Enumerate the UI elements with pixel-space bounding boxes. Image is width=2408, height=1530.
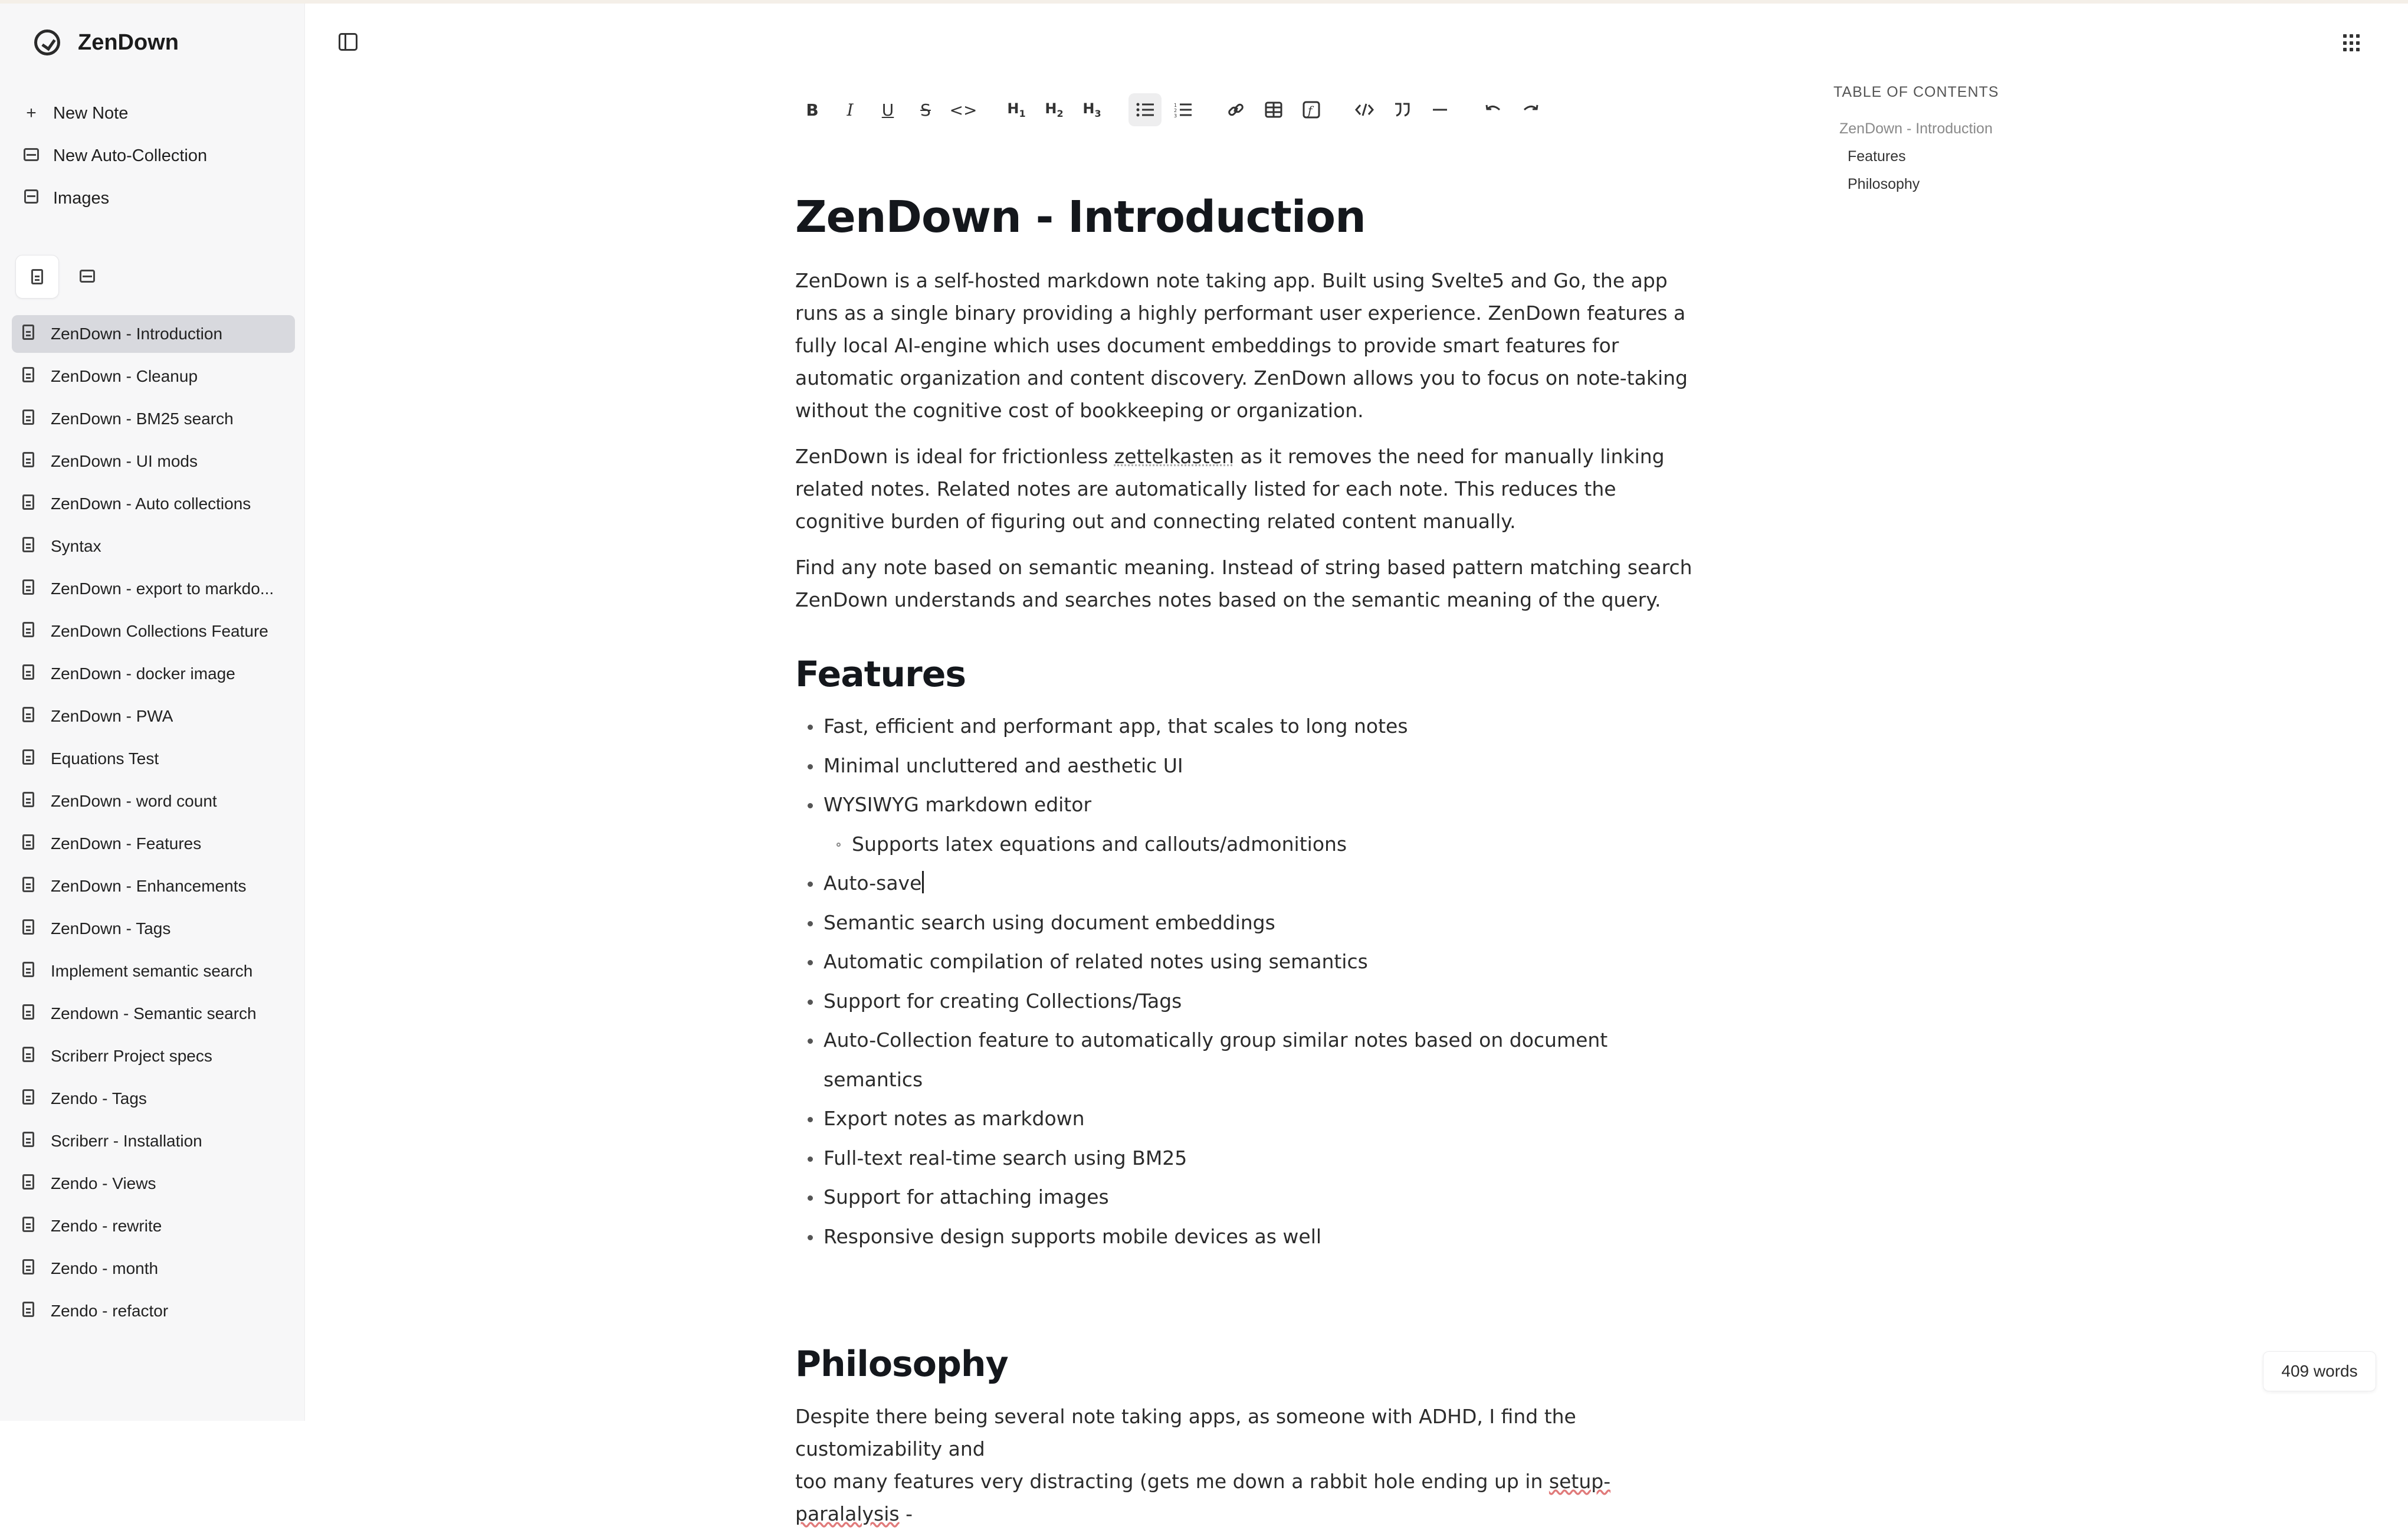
sidebar-note-item[interactable] bbox=[12, 867, 295, 905]
word-count-badge: 409 words bbox=[2263, 1351, 2376, 1391]
note-title: Zendo - refactor bbox=[51, 1302, 169, 1320]
spellcheck-word: setup-paralalysis bbox=[795, 1470, 1611, 1525]
file-icon bbox=[22, 1174, 35, 1194]
underline-icon: U bbox=[881, 100, 894, 120]
toc-item-introduction[interactable]: ZenDown - Introduction bbox=[1839, 120, 1993, 137]
file-icon bbox=[22, 325, 35, 344]
heading-1-button[interactable] bbox=[1000, 93, 1033, 126]
philosophy-heading[interactable]: Philosophy bbox=[795, 1344, 1008, 1385]
link-button[interactable] bbox=[1219, 93, 1252, 126]
note-title: ZenDown - Cleanup bbox=[51, 367, 198, 385]
list-item[interactable]: Support for creating Collections/Tags bbox=[795, 982, 1704, 1021]
sidebar-note-item[interactable] bbox=[12, 1292, 295, 1330]
sidebar-note-item[interactable] bbox=[12, 1122, 295, 1160]
file-icon bbox=[22, 579, 35, 599]
list-item[interactable]: Auto-save bbox=[795, 864, 1704, 903]
file-icon bbox=[22, 494, 35, 514]
note-title: Zendo - Views bbox=[51, 1174, 156, 1192]
paragraph[interactable]: ZenDown is ideal for frictionless zettelkasten as it removes the need for manually linking related notes. Related notes are automatically listed for each note. This reduces the cognitive burden of figuring out and connecting related content manually. bbox=[795, 445, 1665, 533]
sidebar-note-item[interactable] bbox=[12, 995, 295, 1033]
file-icon bbox=[22, 1132, 35, 1151]
file-icon bbox=[22, 452, 35, 471]
sidebar-note-item[interactable] bbox=[12, 697, 295, 735]
toc-title: TABLE OF CONTENTS bbox=[1833, 84, 1999, 100]
heading-2-icon: $H_2$ bbox=[1045, 100, 1064, 119]
file-icon bbox=[22, 707, 35, 726]
sidebar-note-item[interactable] bbox=[12, 443, 295, 480]
file-icon bbox=[22, 367, 35, 386]
file-icon bbox=[22, 1047, 35, 1066]
file-icon bbox=[22, 1302, 35, 1321]
horizontal-rule-icon bbox=[1432, 108, 1448, 112]
inline-code-button[interactable] bbox=[947, 93, 980, 126]
sidebar-note-item[interactable] bbox=[12, 528, 295, 565]
equation-button[interactable] bbox=[1295, 93, 1328, 126]
undo-icon bbox=[1484, 103, 1502, 117]
file-icon bbox=[22, 1217, 35, 1236]
file-icon bbox=[22, 1004, 35, 1024]
list-item[interactable]: Automatic compilation of related notes using semantics bbox=[795, 942, 1704, 982]
sidebar-note-item[interactable] bbox=[12, 1250, 295, 1287]
sidebar-note-item[interactable] bbox=[12, 952, 295, 990]
editor-content[interactable] bbox=[795, 189, 1704, 1530]
paragraph[interactable]: Find any note based on semantic meaning. Instead of string based pattern matching search ZenDown understands and searches notes based on the semantic meaning of the query. bbox=[795, 556, 1692, 611]
tab-notes[interactable] bbox=[15, 255, 59, 299]
app-name: ZenDown bbox=[78, 30, 179, 55]
list-item[interactable]: Minimal uncluttered and aesthetic UI bbox=[795, 746, 1704, 786]
file-icon bbox=[22, 919, 35, 939]
note-title: Zendo - month bbox=[51, 1259, 159, 1277]
bullet-list-icon bbox=[1136, 102, 1154, 117]
note-title: ZenDown Collections Feature bbox=[51, 622, 268, 640]
paragraph[interactable]: Despite there being several note taking apps, as someone with ADHD, I find the customizability and too many features very distracting (gets me down a rabbit hole ending up in setup-paralalysis - bbox=[795, 1405, 1611, 1525]
code-block-button[interactable] bbox=[1348, 93, 1381, 126]
bold-button[interactable] bbox=[796, 93, 829, 126]
sidebar-toggle-icon[interactable] bbox=[339, 33, 357, 51]
strikethrough-button[interactable] bbox=[909, 93, 942, 126]
sidebar bbox=[0, 4, 305, 1421]
tab-collections[interactable] bbox=[66, 255, 109, 297]
table-of-contents bbox=[1833, 84, 2069, 198]
sidebar-note-item[interactable] bbox=[12, 1207, 295, 1245]
quote-icon bbox=[1393, 101, 1411, 118]
list-item[interactable]: Semantic search using document embeddings bbox=[795, 903, 1704, 943]
note-title: ZenDown - word count bbox=[51, 792, 217, 810]
note-title: ZenDown - Auto collections bbox=[51, 494, 251, 513]
note-title: Implement semantic search bbox=[51, 962, 253, 980]
table-icon bbox=[1265, 101, 1282, 118]
table-button[interactable] bbox=[1257, 93, 1290, 126]
sidebar-note-item[interactable] bbox=[12, 782, 295, 820]
editor-toolbar bbox=[796, 93, 1552, 126]
image-icon bbox=[22, 188, 40, 208]
notes-list bbox=[12, 315, 295, 1335]
features-heading[interactable]: Features bbox=[795, 654, 966, 695]
svg-text:f: f bbox=[1308, 103, 1313, 117]
list-item[interactable]: WYSIWYG markdown editor bbox=[795, 785, 1704, 825]
sidebar-note-item[interactable] bbox=[12, 740, 295, 778]
sidebar-note-item[interactable] bbox=[12, 612, 295, 650]
paragraph[interactable]: ZenDown is a self-hosted markdown note taking app. Built using Svelte5 and Go, the app runs as a single binary providing a highly performant user experience. ZenDown features a fully local AI-engine which uses document embeddings to provide smart features for automatic organization and content discovery. ZenDown allows you to focus on note-taking without the cognitive cost of bookkeeping or organization. bbox=[795, 269, 1688, 422]
equation-icon bbox=[1303, 101, 1320, 119]
heading-1-icon: $H_1$ bbox=[1007, 100, 1026, 119]
note-title: ZenDown - Features bbox=[51, 834, 202, 853]
sidebar-note-item[interactable] bbox=[12, 485, 295, 523]
bullet-list-button[interactable] bbox=[1128, 93, 1162, 126]
new-auto-collection-label: New Auto-Collection bbox=[53, 146, 208, 165]
blockquote-button[interactable] bbox=[1386, 93, 1419, 126]
images-label: Images bbox=[53, 188, 110, 208]
italic-button[interactable] bbox=[834, 93, 867, 126]
note-title: ZenDown - docker image bbox=[51, 664, 235, 683]
list-item[interactable]: Fast, efficient and performant app, that scales to long notes bbox=[795, 707, 1704, 746]
ordered-list-button[interactable] bbox=[1166, 93, 1199, 126]
note-title: Zendo - Tags bbox=[51, 1089, 147, 1108]
file-icon bbox=[22, 537, 35, 556]
file-icon bbox=[22, 409, 35, 429]
file-icon bbox=[22, 877, 35, 896]
code-block-icon bbox=[1355, 102, 1374, 117]
strikethrough-icon: S bbox=[920, 100, 931, 120]
nested-list-item[interactable]: Supports latex equations and callouts/admonitions bbox=[795, 825, 1704, 864]
collection-icon bbox=[80, 270, 95, 283]
heading-2-button[interactable] bbox=[1038, 93, 1071, 126]
plus-icon: + bbox=[26, 103, 37, 123]
list-item[interactable]: Support for attaching images bbox=[795, 1178, 1704, 1217]
sidebar-note-item[interactable] bbox=[12, 1080, 295, 1118]
note-title: ZenDown - PWA bbox=[51, 707, 173, 725]
note-title: ZenDown - export to markdo... bbox=[51, 579, 274, 598]
file-icon bbox=[22, 664, 35, 684]
list-item[interactable]: Full-text real-time search using BM25 bbox=[795, 1139, 1704, 1178]
top-border bbox=[0, 0, 2408, 4]
sidebar-note-item[interactable] bbox=[12, 910, 295, 948]
file-icon bbox=[22, 834, 35, 854]
quick-actions bbox=[22, 92, 294, 219]
italic-icon: I bbox=[847, 100, 854, 120]
note-title: ZenDown - Enhancements bbox=[51, 877, 247, 895]
note-title: ZenDown - BM25 search bbox=[51, 409, 234, 428]
list-item[interactable]: Auto-Collection feature to automatically group similar notes based on document semantics bbox=[795, 1021, 1704, 1099]
sidebar-tabs bbox=[15, 255, 116, 299]
note-title: Syntax bbox=[51, 537, 101, 555]
sidebar-note-item[interactable] bbox=[12, 1165, 295, 1203]
undo-button[interactable] bbox=[1477, 93, 1510, 126]
sidebar-note-item[interactable] bbox=[12, 400, 295, 438]
horizontal-rule-button[interactable] bbox=[1423, 93, 1456, 126]
document-title[interactable]: ZenDown - Introduction bbox=[795, 192, 1366, 243]
zettelkasten-link[interactable]: zettelkasten bbox=[1114, 445, 1234, 468]
svg-text:3: 3 bbox=[1174, 113, 1177, 117]
file-icon bbox=[22, 792, 35, 811]
file-icon bbox=[22, 622, 35, 641]
sidebar-note-item[interactable] bbox=[12, 825, 295, 863]
new-auto-collection-button[interactable] bbox=[22, 135, 294, 177]
images-button[interactable] bbox=[22, 177, 294, 219]
ordered-list-icon bbox=[1174, 102, 1192, 117]
svg-text:1: 1 bbox=[1174, 103, 1177, 108]
note-title: ZenDown - UI mods bbox=[51, 452, 198, 470]
note-title: ZenDown - Introduction bbox=[51, 325, 223, 343]
link-icon bbox=[1227, 101, 1245, 119]
file-icon bbox=[22, 1089, 35, 1109]
file-icon bbox=[31, 269, 43, 284]
collection-icon bbox=[22, 146, 40, 166]
new-note-button[interactable] bbox=[22, 92, 294, 135]
list-item[interactable]: Responsive design supports mobile devices as well bbox=[795, 1217, 1704, 1257]
note-title: Scriberr - Installation bbox=[51, 1132, 202, 1150]
underline-button[interactable] bbox=[871, 93, 904, 126]
file-icon bbox=[22, 1259, 35, 1279]
bold-icon: B bbox=[806, 100, 819, 120]
redo-icon bbox=[1522, 103, 1540, 117]
text-cursor bbox=[922, 871, 924, 893]
heading-3-button[interactable] bbox=[1075, 93, 1108, 126]
file-icon bbox=[22, 962, 35, 981]
note-title: Zendo - rewrite bbox=[51, 1217, 162, 1235]
file-icon bbox=[22, 749, 35, 769]
heading-3-icon: $H_3$ bbox=[1082, 100, 1101, 119]
sidebar-note-item[interactable] bbox=[12, 1037, 295, 1075]
code-icon: <> bbox=[949, 100, 977, 120]
features-list[interactable] bbox=[795, 707, 1704, 1256]
note-title: Scriberr Project specs bbox=[51, 1047, 212, 1065]
redo-button[interactable] bbox=[1514, 93, 1547, 126]
toc-item-philosophy[interactable]: Philosophy bbox=[1848, 176, 1920, 192]
zendown-logo-icon bbox=[34, 30, 60, 55]
brand[interactable] bbox=[34, 30, 179, 55]
note-title: ZenDown - Tags bbox=[51, 919, 171, 938]
sidebar-note-item[interactable] bbox=[12, 655, 295, 693]
sidebar-note-item[interactable] bbox=[12, 315, 295, 353]
new-note-label: New Note bbox=[53, 103, 129, 123]
note-title: Zendown - Semantic search bbox=[51, 1004, 257, 1023]
list-item[interactable]: Export notes as markdown bbox=[795, 1099, 1704, 1139]
svg-text:2: 2 bbox=[1174, 108, 1177, 113]
toc-item-features[interactable]: Features bbox=[1848, 148, 1906, 165]
sidebar-note-item[interactable] bbox=[12, 358, 295, 395]
apps-grid-icon[interactable] bbox=[2343, 34, 2361, 52]
sidebar-note-item[interactable] bbox=[12, 570, 295, 608]
note-title: Equations Test bbox=[51, 749, 159, 768]
